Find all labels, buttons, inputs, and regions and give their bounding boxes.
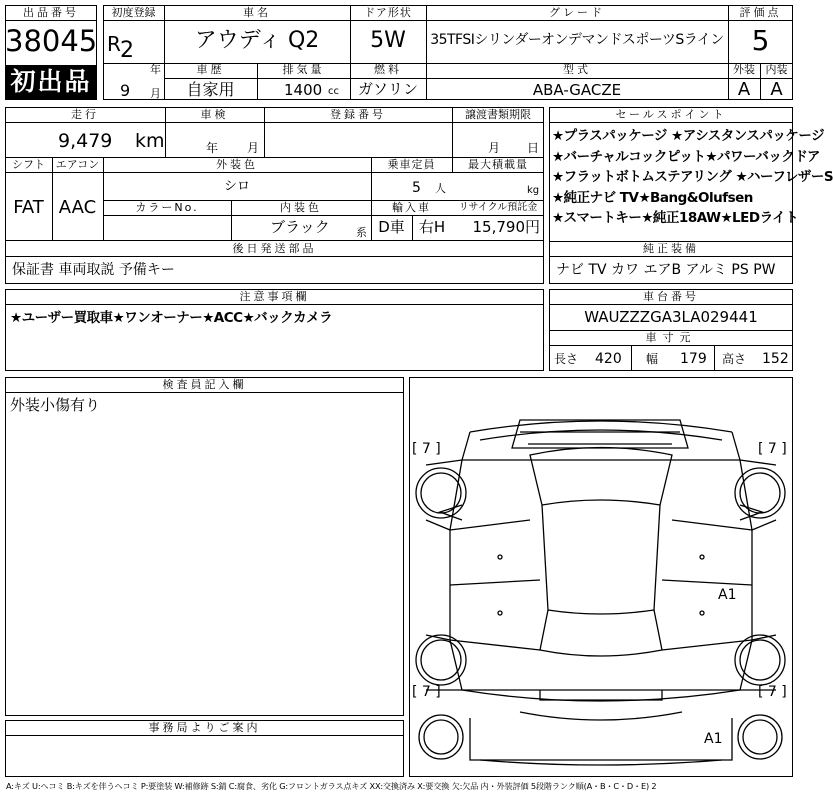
exterior-score: A	[737, 79, 751, 100]
model-code-header: 型式	[563, 63, 591, 76]
color-no-header: カラーNo.	[135, 201, 199, 214]
inspection-month-unit: 月	[247, 141, 260, 155]
shift: FAT	[13, 197, 44, 218]
height-value: 152	[762, 351, 789, 367]
interior-color-header: 内装色	[280, 201, 322, 214]
length-label: 長さ	[554, 352, 579, 366]
length-value: 420	[595, 351, 622, 367]
max-load-unit: kg	[527, 185, 540, 196]
sales-point-item: ★プラスパッケージ ★アシスタンスパッケージ	[552, 128, 825, 144]
displacement-header: 排気量	[282, 63, 325, 76]
transfer-day-unit: 日	[527, 141, 540, 155]
sales-point-item: ★純正ナビ TV★Bang&Olufsen	[552, 189, 753, 206]
interior-score-header: 内装	[765, 63, 788, 76]
reg-number-header: 登録番号	[330, 108, 386, 121]
exterior-color: シロ	[223, 179, 250, 194]
displacement-value: 1400	[284, 81, 323, 99]
sales-point-item: ★フラットボトムステアリング ★ハーフレザーS	[552, 169, 833, 185]
legend: A:キズ U:ヘコミ B:キズを伴うヘコミ P:要塗装 W:補修跡 S:錆 C:腐食、劣化 G:フロントガラス点キズ XX:交換済み X:要交換 欠:欠品 内・外装評価 5段階ランク順(A・B・C・D・E) 2	[6, 781, 657, 791]
aircon-header: エアコン	[55, 158, 100, 171]
sales-points-header: セールスポイント	[615, 108, 727, 121]
first-registration-era: R	[107, 32, 121, 56]
interior-score: A	[770, 79, 783, 100]
dimensions-header: 車寸元	[645, 331, 697, 344]
history-header: 車歴	[196, 63, 225, 76]
damage-mark-rear: A1	[704, 731, 723, 747]
mileage-value: 9,479	[58, 130, 113, 152]
genuine-equipment-header: 純正装備	[643, 242, 699, 255]
max-load-header: 最大積載量	[468, 158, 528, 171]
later-shipping: 保証書 車両取説 予備キー	[12, 262, 175, 278]
lot-number: 38045	[5, 24, 98, 58]
car-name: アウディ Q2	[194, 28, 320, 53]
score: 5	[751, 24, 770, 57]
chassis-number-header: 車台番号	[643, 290, 699, 303]
diagram-mark-rear-left: [ 7 ]	[412, 684, 441, 700]
office-notice-header: 事務局よりご案内	[148, 721, 261, 734]
inspection-header: 車検	[200, 108, 229, 121]
month-unit: 月	[150, 87, 161, 100]
mileage-header: 走行	[71, 108, 99, 121]
recycle-header: リサイクル預託金	[458, 202, 538, 213]
first-registration-month: 9	[120, 81, 131, 100]
transfer-month-unit: 月	[488, 141, 501, 155]
grade-header: グレード	[549, 6, 605, 19]
capacity-value: 5	[412, 180, 421, 196]
lot-number-header: 出品番号	[23, 6, 79, 19]
import-dealer: D車	[378, 218, 405, 236]
diagram-mark-front-left: [ 7 ]	[412, 441, 441, 457]
door-type: 5W	[370, 28, 406, 53]
inspector-notes: 外装小傷有り	[10, 396, 101, 414]
exterior-color-header: 外装色	[216, 158, 258, 171]
genuine-equipment: ナビ TV カワ エアB アルミ PS PW	[556, 262, 776, 278]
first-registration-header: 初度登録	[111, 6, 156, 19]
model-code: ABA-GACZE	[532, 81, 622, 99]
car-name-header: 車名	[243, 6, 271, 19]
displacement-unit: cc	[328, 86, 339, 97]
later-shipping-header: 後日発送部品	[232, 242, 317, 255]
transfer-deadline-header: 譲渡書類期限	[465, 108, 531, 121]
year-unit: 年	[150, 63, 161, 76]
fuel: ガソリン	[357, 80, 418, 98]
history: 自家用	[186, 80, 235, 99]
diagram-mark-front-right: [ 7 ]	[758, 441, 787, 457]
width-value: 179	[680, 351, 707, 367]
import-header: 輸入車	[392, 201, 431, 214]
height-label: 高さ	[722, 352, 747, 366]
recycle-fee: 15,790円	[472, 218, 540, 236]
sales-point-item: ★バーチャルコックピット★パワーバックドア	[552, 148, 820, 165]
grade: 35TFSIシリンダーオンデマンドスポーツSライン	[430, 32, 724, 48]
notes: ★ユーザー買取車★ワンオーナー★ACC★バックカメラ	[10, 310, 333, 326]
exterior-score-header: 外装	[733, 63, 755, 76]
mileage-unit: km	[135, 130, 165, 152]
score-header: 評価点	[739, 6, 782, 19]
fuel-header: 燃料	[374, 63, 402, 76]
capacity-header: 乗車定員	[387, 158, 436, 171]
shift-header: シフト	[12, 158, 45, 171]
notes-header: 注意事項欄	[239, 290, 310, 303]
interior-color-suffix: 系	[356, 226, 367, 239]
damage-mark-right-door: A1	[718, 587, 737, 603]
chassis-number: WAUZZZGA3LA029441	[584, 308, 758, 326]
door-type-header: ドア形状	[364, 6, 412, 19]
diagram-mark-rear-right: [ 7 ]	[758, 684, 787, 700]
inspector-header: 検査員記入欄	[162, 378, 247, 391]
first-registration-year: 2	[120, 38, 134, 63]
first-listing-badge: 初出品	[5, 65, 97, 99]
capacity-unit: 人	[435, 182, 446, 195]
import-steering: 右H	[418, 218, 446, 236]
aircon: AAC	[58, 197, 97, 218]
width-label: 幅	[646, 352, 659, 366]
inspection-year-unit: 年	[206, 141, 219, 155]
interior-color: ブラック	[270, 218, 330, 236]
sales-point-item: ★スマートキー★純正18AW★LEDライト	[552, 210, 799, 226]
